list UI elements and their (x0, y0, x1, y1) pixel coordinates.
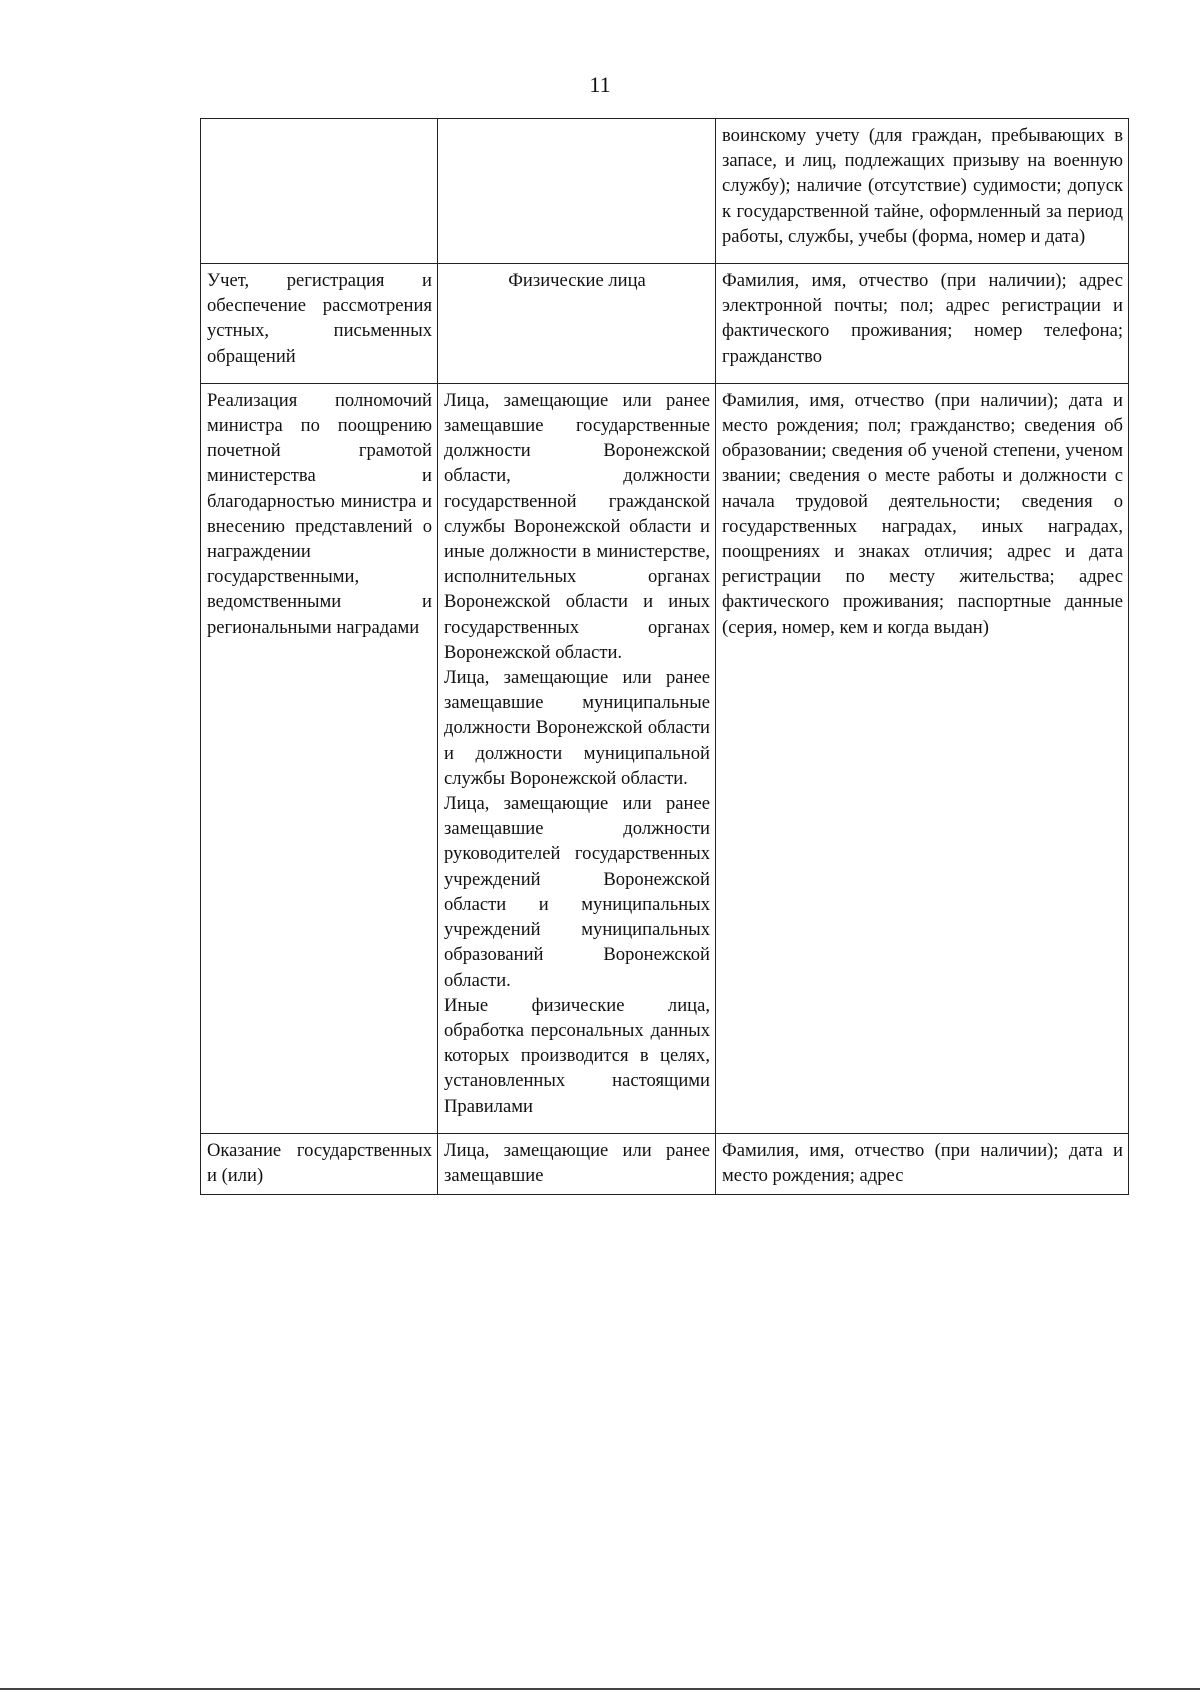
table-row (201, 264, 1129, 384)
data-categories-cell: Фамилия, имя, отчество (при наличии); адрес электронной почты; пол; адрес регистрации и фактического проживания; номер телефона; гражданство (716, 264, 1129, 384)
data-categories-cell: воинскому учету (для граждан, пребывающих в запасе, и лиц, подлежащих призыву на военную службу); наличие (отсутствие) судимости; допуск к государственной тайне, оформленный за период работы, службы, учебы (форма, номер и дата) (716, 119, 1129, 264)
subjects-paragraph: Лица, замещающие или ранее замещавшие муниципальные должности Воронежской области и должности муниципальной службы Воронежской области. (444, 667, 710, 789)
scan-edge-line (0, 1688, 1200, 1690)
data-categories-cell: Фамилия, имя, отчество (при наличии); дата и место рождения; пол; гражданство; сведения об образовании; сведения об ученой степени, ученом звании; сведения о месте работы и должности с начала трудовой деятельности; сведения о государственных наградах, иных наградах, поощрениях и знаках отличия; адрес и дата регистрации по месту жительства; адрес фактического проживания; паспортные данные (серия, номер, кем и когда выдан) (716, 383, 1129, 1133)
subjects-paragraph: Иные физические лица, обработка персональных данных которых производится в целях, установленных настоящими Правилами (444, 994, 710, 1117)
subjects-cell (438, 383, 716, 1133)
table-row (201, 1133, 1129, 1194)
subjects-paragraph: Лица, замещающие или ранее замещавшие должности руководителей государственных учреждений Воронежской области и муниципальных учреждений муниципальных образований Воронежской области. (444, 793, 710, 991)
personal-data-table (200, 118, 1129, 1195)
page-number: 11 (589, 72, 611, 97)
process-cell: Учет, регистрация и обеспечение рассмотрения устных, письменных обращений (201, 264, 438, 384)
process-cell (201, 119, 438, 264)
subjects-cell: Физические лица (438, 264, 716, 384)
table-row (201, 119, 1129, 264)
subjects-paragraph: Лица, замещающие или ранее замещавшие государственные должности Воронежской области, должности государственной гражданской службы Воронежской области и иные должности в министерстве, исполнительных органах Воронежской области и иных государственных органах Воронежской области. (444, 389, 710, 663)
table-row (201, 383, 1129, 1133)
process-cell: Реализация полномочий министра по поощрению почетной грамотой министерства и благодарностью министра и внесению представлений о награждении государственными, ведомственными и региональными наградами (201, 383, 438, 1133)
subjects-cell (438, 119, 716, 264)
process-cell: Оказание государственных и (или) (201, 1133, 438, 1194)
subjects-cell: Лица, замещающие или ранее замещавшие (438, 1133, 716, 1194)
data-categories-cell: Фамилия, имя, отчество (при наличии); дата и место рождения; адрес (716, 1133, 1129, 1194)
